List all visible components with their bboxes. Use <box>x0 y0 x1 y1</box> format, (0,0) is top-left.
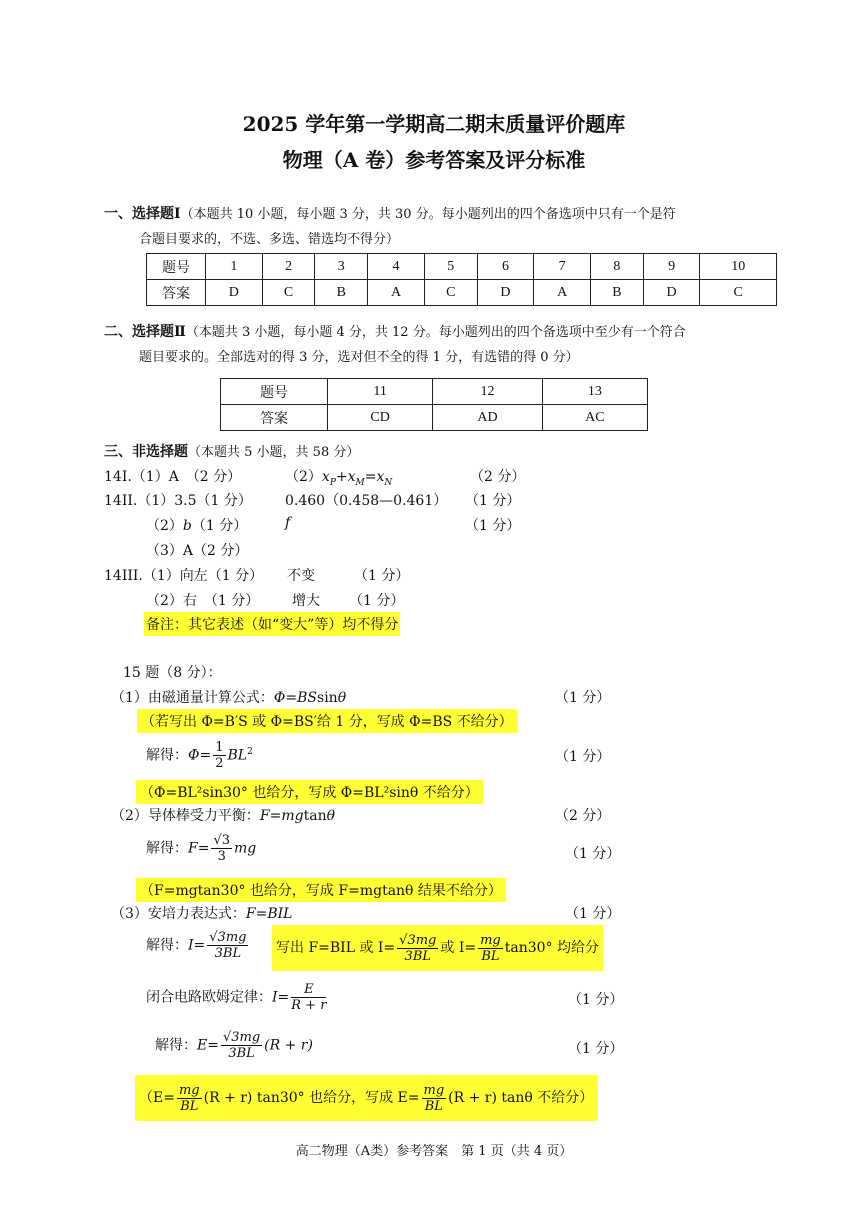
q15-p5-note <box>135 1075 597 1121</box>
cell-number-6: 6 <box>477 254 534 280</box>
q15-p5-note-c: (R + r) tanθ 不给分） <box>448 1090 594 1106</box>
cell-number-8: 8 <box>591 254 644 280</box>
cell-answer-1: D <box>206 280 263 306</box>
q15-p5-note-frac1 <box>177 1083 202 1114</box>
section1-heading: 一、选择题Ⅰ <box>104 206 181 222</box>
q15-p2-score: （2 分） <box>555 808 611 824</box>
cell-number-4: 4 <box>368 254 425 280</box>
q15-p3-note-frac1-den: 3BL <box>404 948 432 964</box>
q15-ohm-den: R + r <box>291 998 327 1013</box>
q15-rr-paren: (R + r) <box>264 1037 313 1054</box>
q14-1-score2: （2 分） <box>470 469 526 485</box>
q15-p3-note-frac2 <box>478 933 503 964</box>
q15-p5-note-frac1-den: BL <box>180 1098 199 1114</box>
table-row-number <box>221 379 648 405</box>
q15-p2-theta: θ <box>326 808 336 824</box>
q15-i-eq: I= <box>188 937 206 954</box>
q15-i-num: √3mg <box>209 930 247 945</box>
q15-p5-solve-label: 解得： <box>155 1037 197 1054</box>
table-row-answer <box>221 405 648 431</box>
section3-heading-line <box>104 441 359 461</box>
q15-i-eq2: I= <box>272 989 290 1006</box>
table-row-answer <box>147 280 777 306</box>
q15-p2 <box>111 805 335 825</box>
q15-p3-solve <box>146 930 250 961</box>
cell-answer-10: C <box>700 280 777 306</box>
q15-p1-solve-score: （1 分） <box>555 749 611 765</box>
cell-number-5: 5 <box>424 254 477 280</box>
q14-3-part1-b: 不变 <box>287 568 315 584</box>
q14-3-part2-score: （1 分） <box>349 593 405 609</box>
q14-3-part1: 14III.（1）向左（1 分） <box>104 568 264 584</box>
q15-e-den: 3BL <box>228 1046 255 1061</box>
q14-2-part2-label: （2） <box>146 518 183 534</box>
q14-2-part2-f: f <box>285 515 291 531</box>
section3-desc: （本题共 5 小题，共 58 分） <box>188 445 360 460</box>
q15-sq: 2 <box>247 746 253 757</box>
q15-f-eq: F= <box>188 840 210 857</box>
q15-p4 <box>146 982 328 1013</box>
q15-p2-tan: tan <box>303 808 327 824</box>
q15-e-num: √3mg <box>222 1030 261 1045</box>
q15-header: 15 题（8 分）： <box>123 665 222 681</box>
cell-answer-6: D <box>477 280 534 306</box>
q15-p2-solve-score: （1 分） <box>565 846 621 862</box>
q15-p3-note-b: tan30° 均给分 <box>504 940 600 956</box>
q15-p5-note-frac1-num: mg <box>178 1082 200 1098</box>
q15-p5-note-frac2 <box>422 1083 447 1114</box>
cell-number-1: 1 <box>206 254 263 280</box>
q15-p3-formula: F=BIL <box>245 906 293 922</box>
row-label-number: 题号 <box>147 254 206 280</box>
section2-desc2: 题目要求的。全部选对的得 3 分，选对但不全的得 1 分，有选错的得 0 分） <box>139 350 579 365</box>
q14-2-part2-score: （1 分） <box>191 518 248 534</box>
q15-p1b-note: （Φ=BL²sin30° 也给分，写成 Φ=BL²sinθ 不给分） <box>136 780 483 804</box>
cell-answer-9: D <box>643 280 700 306</box>
q15-phi-eq: Φ= <box>188 747 212 764</box>
q15-p3-note-a: 写出 F=BIL 或 I= <box>276 940 396 956</box>
q15-p3-note-frac1 <box>397 933 438 964</box>
row-label-number: 题号 <box>221 379 328 405</box>
q15-e-fraction <box>221 1030 262 1061</box>
q15-p1 <box>111 687 346 707</box>
section3-heading: 三、非选择题 <box>104 444 188 460</box>
q15-p2-note: （F=mgtan30° 也给分，写成 F=mgtanθ 结果不给分） <box>136 878 506 902</box>
row-label-answer: 答案 <box>221 405 328 431</box>
section2-desc1: （本题共 3 小题，每小题 4 分，共 12 分。每小题列出的四个备选项中至少有一个符合 <box>185 325 686 340</box>
q15-half-den: 2 <box>215 756 224 771</box>
q15-p4-label: 闭合电路欧姆定律： <box>146 989 272 1006</box>
q15-p3-note-frac2-num: mg <box>480 932 501 948</box>
cell-number-2: 12 <box>433 379 542 405</box>
cell-number-3: 13 <box>542 379 647 405</box>
cell-answer-8: B <box>591 280 644 306</box>
section1-desc2: 合题目要求的，不选、多选、错选均不得分） <box>139 232 400 247</box>
cell-answer-1: CD <box>328 405 433 431</box>
q15-p5-score: （1 分） <box>568 1041 624 1057</box>
page-footer: 高二物理（A类）参考答案 第 1 页（共 4 页） <box>295 1144 573 1159</box>
table-row-number <box>147 254 777 280</box>
document-subtitle: 物理（A 卷）参考答案及评分标准 <box>282 148 586 172</box>
cell-number-3: 3 <box>315 254 368 280</box>
q15-p3-note <box>272 925 603 971</box>
cell-number-10: 10 <box>700 254 777 280</box>
q14-2-answer2: 0.460（0.458—0.461） <box>285 493 448 509</box>
q15-p5 <box>155 1030 313 1061</box>
q15-p1-label: （1）由磁通量计算公式： <box>111 690 274 706</box>
q15-p2-label: （2）导体棒受力平衡： <box>111 808 260 824</box>
q15-p1-sin: sin <box>317 690 338 706</box>
cell-number-1: 11 <box>328 379 433 405</box>
q15-p2-formula: F=mg <box>259 808 304 824</box>
q14-note: 备注：其它表述（如“变大”等）均不得分 <box>144 612 400 636</box>
section2-heading: 二、选择题Ⅱ <box>104 324 186 340</box>
q15-p1-solve <box>146 740 253 771</box>
cell-answer-3: AC <box>542 405 647 431</box>
q15-p3-label: （3）安培力表达式： <box>111 906 246 922</box>
q15-bl: BL <box>227 747 248 764</box>
q15-p1-formula: Φ=BS <box>273 690 318 706</box>
q15-p5-note-frac2-den: BL <box>424 1098 443 1114</box>
q15-p5-note-b: (R + r) tan30° 也给分，写成 E= <box>203 1090 420 1106</box>
section2-heading-line <box>104 321 686 341</box>
q15-half-num: 1 <box>215 740 224 755</box>
q15-three: 3 <box>217 849 226 864</box>
q15-p2-solve-label: 解得： <box>146 840 188 857</box>
q14-2-part2-score2: （1 分） <box>465 518 521 534</box>
q15-p3-score: （1 分） <box>565 906 621 922</box>
cell-answer-3: B <box>315 280 368 306</box>
q14-2-part2 <box>146 515 247 535</box>
q15-p5-note-a: （E= <box>139 1090 175 1106</box>
cell-answer-2: C <box>262 280 315 306</box>
q15-p1-note: （若写出 Φ=B′S 或 Φ=BS′给 1 分，写成 Φ=BS 不给分） <box>137 709 517 733</box>
q14-3-part2: （2）右 （1 分） <box>146 593 260 609</box>
cell-answer-2: AD <box>433 405 542 431</box>
q14-2-answer1: 14II.（1）3.5（1 分） <box>104 493 252 509</box>
q14-2-score: （1 分） <box>465 493 521 509</box>
row-label-answer: 答案 <box>147 280 206 306</box>
q15-p2-solve <box>146 833 256 864</box>
q15-i-fraction <box>207 930 248 961</box>
cell-answer-7: A <box>534 280 591 306</box>
q15-p3-solve-label: 解得： <box>146 937 188 954</box>
q14-1-answer: 14I.（1）A （2 分） <box>104 469 242 485</box>
q15-p5-note-frac2-num: mg <box>423 1082 445 1098</box>
section1-desc1: （本题共 10 小题，每小题 3 分，共 30 分。每小题列出的四个备选项中只有一个是符 <box>180 207 676 222</box>
q15-p1-score: （1 分） <box>555 690 611 706</box>
q14-3-part1-score: （1 分） <box>354 568 410 584</box>
q14-2-part2-var: b <box>182 518 192 534</box>
q15-sqrt3-3-fraction <box>211 833 232 864</box>
cell-number-2: 2 <box>262 254 315 280</box>
cell-answer-4: A <box>368 280 425 306</box>
q14-1-part2-label: （2） <box>285 469 322 485</box>
q15-p3-note-or: 或 I= <box>440 940 477 956</box>
q15-ohm-fraction <box>291 982 326 1013</box>
q15-p1-theta: θ <box>337 690 347 706</box>
q15-half-fraction <box>213 740 225 771</box>
q15-solve-label: 解得： <box>146 747 188 764</box>
cell-number-9: 9 <box>643 254 700 280</box>
cell-answer-5: C <box>424 280 477 306</box>
q15-mg: mg <box>234 840 257 857</box>
q14-2-part3: （3）A（2 分） <box>146 543 249 559</box>
q14-3-part2-b: 增大 <box>292 593 320 609</box>
q15-p4-score: （1 分） <box>568 992 624 1008</box>
section1-heading-line <box>104 203 676 223</box>
q15-p3-note-frac1-num: √3mg <box>399 932 437 948</box>
cell-number-7: 7 <box>534 254 591 280</box>
q15-ohm-num: E <box>291 982 326 998</box>
document-title: 2025 学年第一学期高二期末质量评价题库 <box>242 112 626 136</box>
q15-p3-note-frac2-den: BL <box>481 948 500 964</box>
q15-i-den: 3BL <box>214 946 242 961</box>
q14-1-part2: $(2)x_P+x_M=x_N$ <box>285 469 393 488</box>
section1-answer-table <box>146 253 777 306</box>
section2-answer-table <box>220 378 648 431</box>
q15-sqrt3: √3 <box>213 833 231 848</box>
q15-p3 <box>111 903 292 923</box>
q15-e-eq: E= <box>197 1037 219 1054</box>
